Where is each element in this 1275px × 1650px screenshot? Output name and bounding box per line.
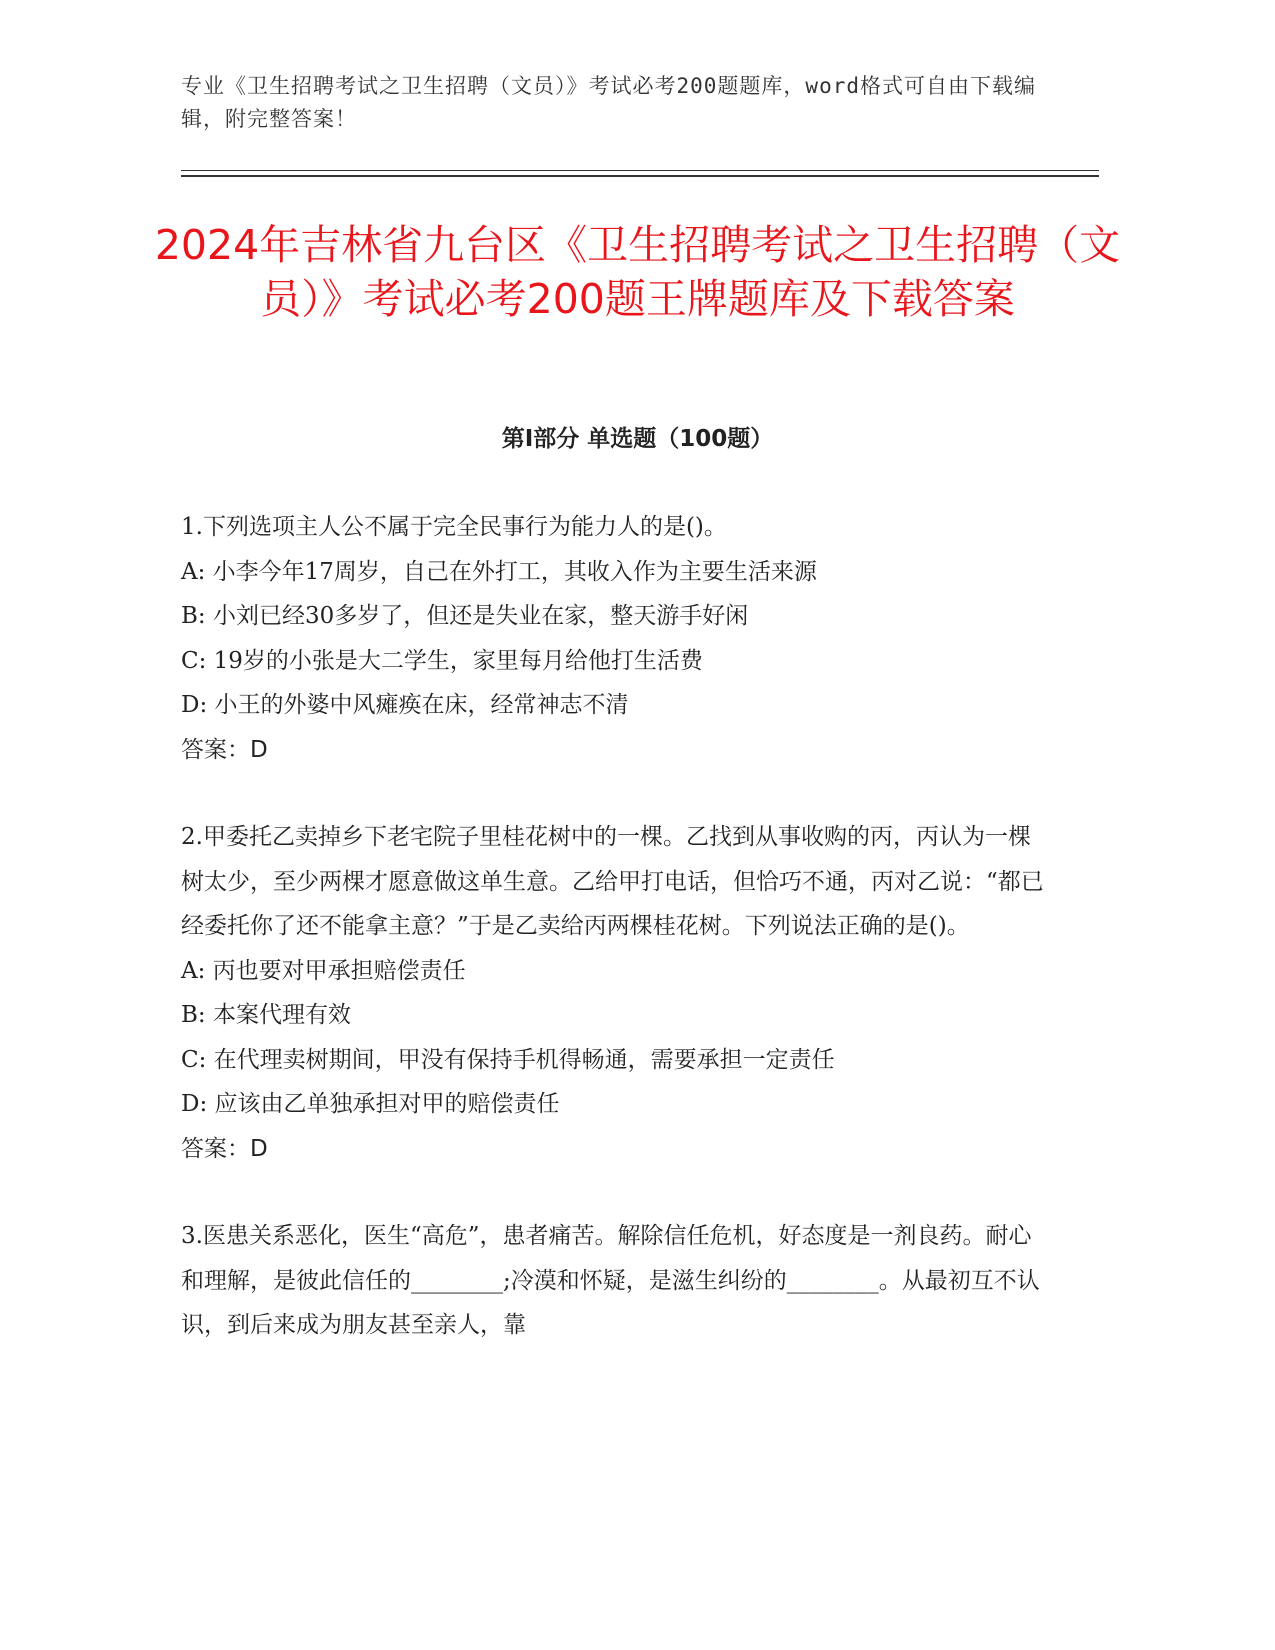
option-c: C: 在代理卖树期间，甲没有保持手机得畅通，需要承担一定责任: [181, 1046, 835, 1073]
question-3: [181, 1214, 1051, 1348]
option-d: D: 小王的外婆中风瘫痪在床，经常神志不清: [181, 692, 629, 718]
question-stem: 3.医患关系恶化，医生“高危”，患者痛苦。解除信任危机，好态度是一剂良药。耐心和理解，是彼此信任的________;冷漠和怀疑，是滋生纠纷的________。从最初互不认识，到后来成为朋友甚至亲人，靠: [181, 1223, 1040, 1338]
option-a: A: 丙也要对甲承担赔偿责任: [181, 957, 466, 984]
header-note: 专业《卫生招聘考试之卫生招聘（文员）》考试必考200题题库，word格式可自由下载编辑，附完整答案！: [181, 74, 1036, 131]
answer: 答案：D: [181, 736, 268, 763]
option-b: B: 小刘已经30多岁了，但还是失业在家，整天游手好闲: [181, 603, 749, 629]
document-title: 2024年吉林省九台区《卫生招聘考试之卫生招聘（文员）》考试必考200题王牌题库及下载答案: [154, 221, 1121, 323]
option-a: A: 小李今年17周岁，自己在外打工，其收入作为主要生活来源: [181, 558, 817, 585]
header-rule-thin: [181, 170, 1099, 171]
question-2: [181, 815, 1051, 1171]
section-heading: 第Ⅰ部分 单选题（100题）: [501, 426, 774, 452]
question-list: [181, 505, 1051, 1391]
question-stem: 2.甲委托乙卖掉乡下老宅院子里桂花树中的一棵。乙找到从事收购的丙，丙认为一棵树太少，至少两棵才愿意做这单生意。乙给甲打电话，但恰巧不通，丙对乙说：“都已经委托你了还不能拿主意？”于是乙卖给丙两棵桂花树。下列说法正确的是()。: [181, 824, 1044, 939]
answer: 答案：D: [181, 1135, 268, 1162]
option-c: C: 19岁的小张是大二学生，家里每月给他打生活费: [181, 647, 703, 674]
question-1: [181, 505, 1051, 772]
option-d: D: 应该由乙单独承担对甲的赔偿责任: [181, 1091, 560, 1117]
question-stem: 1.下列选项主人公不属于完全民事行为能力人的是()。: [181, 514, 727, 540]
option-b: B: 本案代理有效: [181, 1002, 351, 1028]
header-rule-thick: [181, 175, 1099, 177]
